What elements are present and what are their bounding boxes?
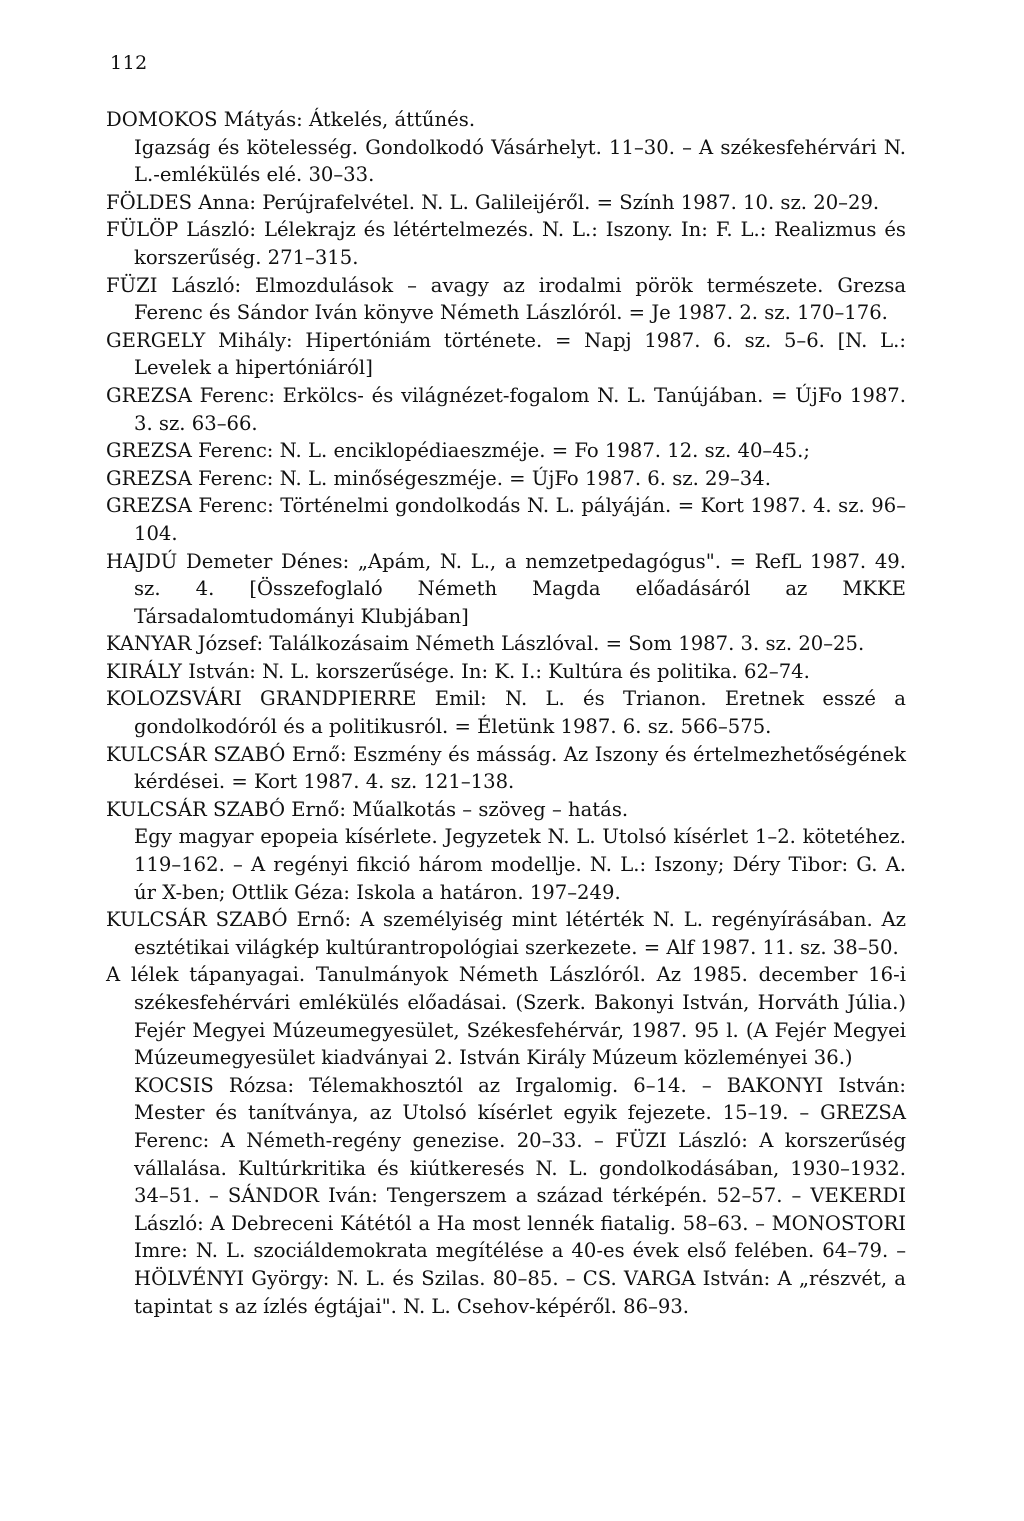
bibliography-entry: KANYAR József: Találkozásaim Németh Lászlóval. = Som 1987. 3. sz. 20–25. [106, 632, 865, 656]
bibliography-list [106, 106, 906, 1320]
bibliography-entry: GERGELY Mihály: Hipertóniám története. = Napj 1987. 6. sz. 5–6. [N. L.: Levelek a hipertóniáról] [106, 328, 906, 380]
bibliography-entry: GREZSA Ferenc: N. L. minőségeszméje. = ÚjFo 1987. 6. sz. 29–34. [106, 466, 771, 490]
bibliography-entry: FÖLDES Anna: Perújrafelvétel. N. L. Galileijéről. = Szính 1987. 10. sz. 20–29. [106, 190, 880, 214]
bibliography-entry: HAJDÚ Demeter Dénes: „Apám, N. L., a nemzetpedagógus". = RefL 1987. 49. sz. 4. [Összefoglaló Németh Magda előadásáról az MKKE Társadalomtudományi Klubjában] [106, 549, 906, 628]
bibliography-entry-continuation: Igazság és kötelesség. Gondolkodó Vásárhelyt. 11–30. – A székesfehérvári N. L.-emlékülés elé. 30–33. [134, 135, 906, 187]
bibliography-entry: DOMOKOS Mátyás: Átkelés, áttűnés. [106, 108, 476, 131]
bibliography-entry: KULCSÁR SZABÓ Ernő: Műalkotás – szöveg – hatás. [106, 797, 629, 821]
bibliography-entry: KIRÁLY István: N. L. korszerűsége. In: K. I.: Kultúra és politika. 62–74. [106, 659, 810, 683]
bibliography-entry: FÜZI László: Elmozdulások – avagy az irodalmi pörök természete. Grezsa Ferenc és Sándor Iván könyve Németh Lászlóról. = Je 1987. 2. sz. 170–176. [106, 273, 906, 325]
bibliography-entry: GREZSA Ferenc: Történelmi gondolkodás N. L. pályáján. = Kort 1987. 4. sz. 96–104. [106, 494, 906, 545]
bibliography-entry: KOLOZSVÁRI GRANDPIERRE Emil: N. L. és Trianon. Eretnek esszé a gondolkodóról és a politikusról. = Életünk 1987. 6. sz. 566–575. [106, 687, 906, 739]
bibliography-entry: GREZSA Ferenc: N. L. enciklopédiaeszméje. = Fo 1987. 12. sz. 40–45.; [106, 439, 810, 463]
bibliography-entry-continuation: KOCSIS Rózsa: Télemakhosztól az Irgalomig. 6–14. – BAKONYI István: Mester és tanítványa, az Utolsó kísérlet egyik fejezete. 15–19. – GREZSA Ferenc: A Németh-regény genezise. 20–33. – FÜZI László: A korszerűség vállalása. Kultúrkritika és kiútkeresés N. L. gondolkodásában, 1930–1932. 34–51. – SÁNDOR Iván: Tengerszem a század térképén. 52–57. – VEKERDI László: A Debreceni Kátétól a Ha most lennék fiatalig. 58–63. – MONOSTORI Imre: N. L. szociáldemokrata megítélése a 40-es évek első felében. 64–79. – HÖLVÉNYI György: N. L. és Szilas. 80–85. – CS. VARGA István: A „részvét, a tapintat s az ízlés égtájai". N. L. Csehov-képéről. 86–93. [134, 1073, 906, 1318]
bibliography-entry: KULCSÁR SZABÓ Ernő: A személyiség mint létérték N. L. regényírásában. Az esztétikai világkép kultúrantropológiai szerkezete. = Alf 1987. 11. sz. 38–50. [106, 908, 906, 959]
bibliography-entry: A lélek tápanyagai. Tanulmányok Németh Lászlóról. Az 1985. december 16-i székesfehérvári emlékülés előadásai. (Szerk. Bakonyi István, Horváth Júlia.) Fejér Megyei Múzeumegyesület, Székesfehérvár, 1987. 95 l. (A Fejér Megyei Múzeumegyesület kiadványai 2. István Király Múzeum közleményei 36.) [106, 963, 906, 1070]
bibliography-entry-continuation: Egy magyar epopeia kísérlete. Jegyzetek N. L. Utolsó kísérlet 1–2. kötetéhez. 119–162. – A regényi fikció három modellje. N. L.: Iszony; Déry Tibor: G. A. úr X-ben; Ottlik Géza: Iskola a határon. 197–249. [134, 825, 906, 904]
bibliography-entry: GREZSA Ferenc: Erkölcs- és világnézet-fogalom N. L. Tanújában. = ÚjFo 1987. 3. sz. 63–66. [106, 383, 906, 435]
page-number: 112 [110, 52, 148, 74]
bibliography-entry: KULCSÁR SZABÓ Ernő: Eszmény és másság. Az Iszony és értelmezhetőségének kérdései. = Kort 1987. 4. sz. 121–138. [106, 742, 906, 794]
bibliography-entry: FÜLÖP László: Lélekrajz és létértelmezés. N. L.: Iszony. In: F. L.: Realizmus és korszerűség. 271–315. [106, 218, 906, 269]
